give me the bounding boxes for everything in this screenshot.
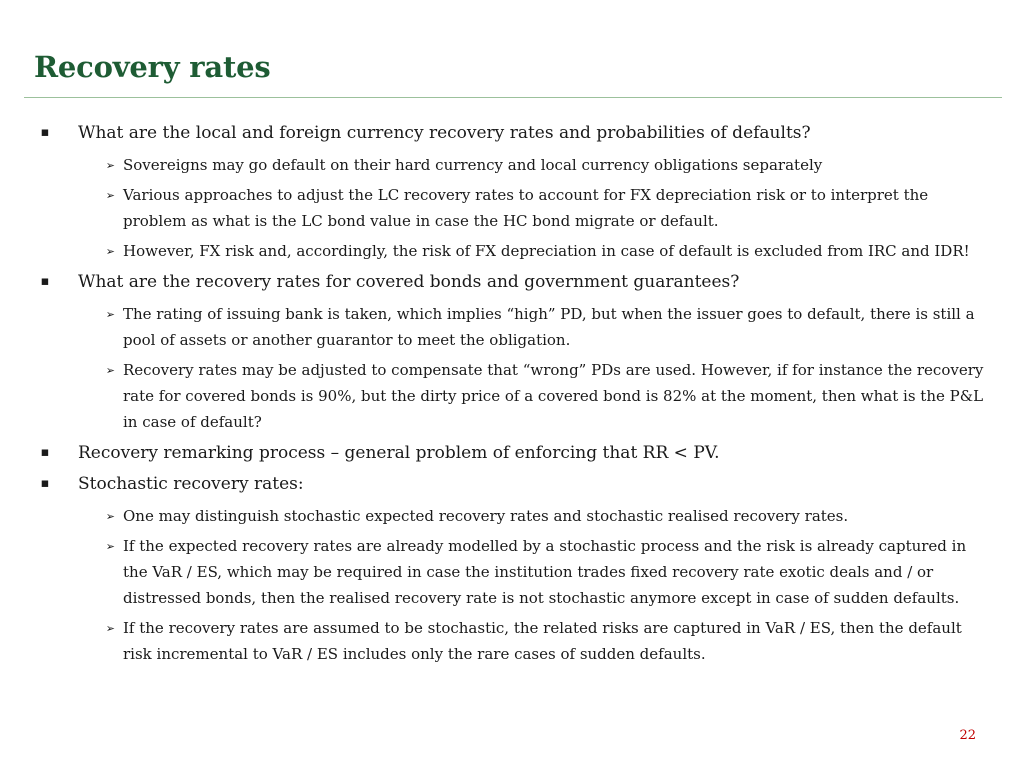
bullet-list [40,120,985,667]
sub-bullet-item [78,615,985,667]
bullet-item [40,120,985,264]
sub-bullet-list [78,503,985,667]
sub-bullet-item [78,503,985,529]
arrow-bullet-icon: ➢ [105,510,115,523]
sub-bullet-list [78,152,985,264]
page-title: Recovery rates [34,50,271,84]
arrow-bullet-icon: ➢ [105,245,115,258]
square-bullet-icon: ▪ [40,476,50,491]
sub-bullet-text: One may distinguish stochastic expected recovery rates and stochastic realised recovery rates. [123,507,849,525]
bullet-list-container [40,120,985,672]
sub-bullet-list [78,301,985,435]
square-bullet-icon: ▪ [40,445,50,460]
bullet-item [40,440,985,466]
bullet-text: Recovery remarking process – general problem of enforcing that RR < PV. [78,443,720,463]
square-bullet-icon: ▪ [40,125,50,140]
arrow-bullet-icon: ➢ [105,189,115,202]
sub-bullet-item [78,301,985,353]
sub-bullet-item [78,533,985,611]
square-bullet-icon: ▪ [40,274,50,289]
sub-bullet-text: Sovereigns may go default on their hard currency and local currency obligations separately [123,156,823,174]
arrow-bullet-icon: ➢ [105,622,115,635]
sub-bullet-item [78,182,985,234]
bullet-item [40,471,985,667]
arrow-bullet-icon: ➢ [105,308,115,321]
sub-bullet-text: If the recovery rates are assumed to be stochastic, the related risks are captured in VaR / ES, then the default risk incremental to VaR / ES includes only the rare cases of sudden defaults. [123,619,962,663]
sub-bullet-text: However, FX risk and, accordingly, the risk of FX depreciation in case of default is excluded from IRC and IDR! [123,242,970,260]
arrow-bullet-icon: ➢ [105,540,115,553]
page-number: 22 [959,728,976,743]
sub-bullet-item [78,152,985,178]
sub-bullet-item [78,238,985,264]
sub-bullet-item [78,357,985,435]
title-divider [24,97,1002,98]
sub-bullet-text: Recovery rates may be adjusted to compensate that “wrong” PDs are used. However, if for instance the recovery rate for covered bonds is 90%, but the dirty price of a covered bond is 82% at the moment, then what is the P&L in case of default? [123,361,984,431]
bullet-text: Stochastic recovery rates: [78,474,304,494]
arrow-bullet-icon: ➢ [105,364,115,377]
arrow-bullet-icon: ➢ [105,159,115,172]
bullet-item [40,269,985,435]
sub-bullet-text: The rating of issuing bank is taken, which implies “high” PD, but when the issuer goes to default, there is still a pool of assets or another guarantor to meet the obligation. [123,305,975,349]
bullet-text: What are the local and foreign currency recovery rates and probabilities of defaults? [78,123,811,143]
sub-bullet-text: Various approaches to adjust the LC recovery rates to account for FX depreciation risk or to interpret the problem as what is the LC bond value in case the HC bond migrate or default. [123,186,929,230]
sub-bullet-text: If the expected recovery rates are already modelled by a stochastic process and the risk is already captured in the VaR / ES, which may be required in case the institution trades fixed recovery rate exotic deals and / or distressed bonds, then the realised recovery rate is not stochastic anymore except in case of sudden defaults. [123,537,967,607]
bullet-text: What are the recovery rates for covered bonds and government guarantees? [78,272,740,292]
